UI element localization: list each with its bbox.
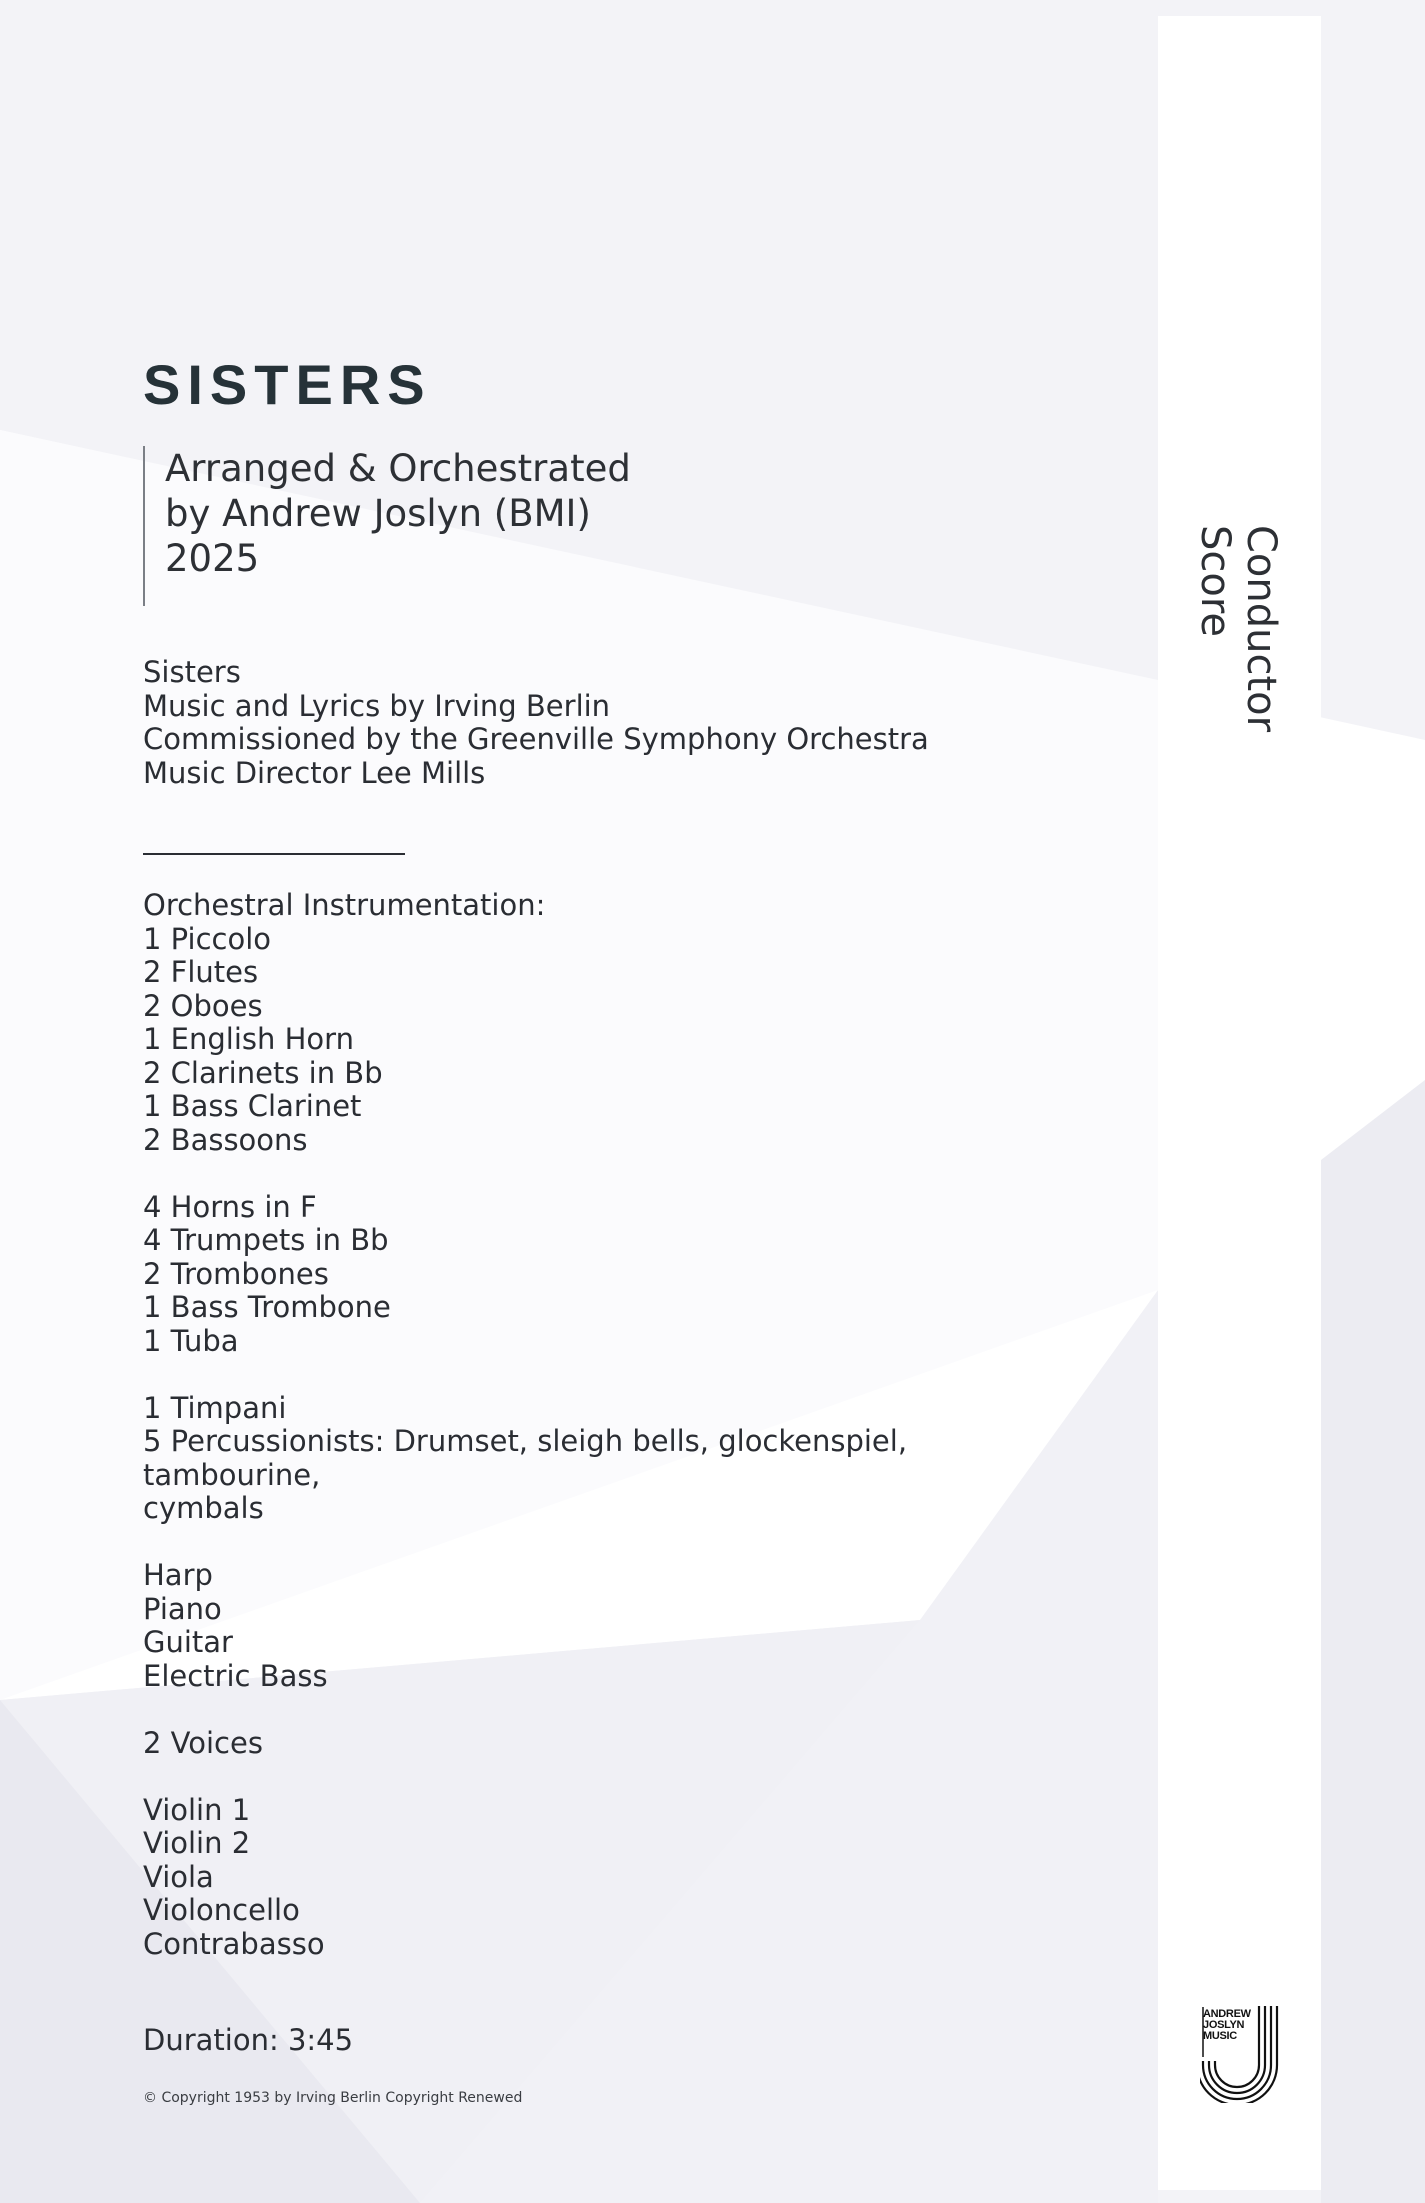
instrument-line: Electric Bass bbox=[143, 1658, 328, 1693]
instrument-line: 2 Bassoons bbox=[143, 1122, 308, 1157]
instrument-line: cymbals bbox=[143, 1491, 264, 1525]
instrument-line: Piano bbox=[143, 1591, 222, 1626]
music-director-credit: Music Director Lee Mills bbox=[143, 755, 486, 790]
instrument-line: 2 Oboes bbox=[143, 988, 263, 1023]
instrument-line: 2 Trombones bbox=[143, 1256, 329, 1291]
logo-text-line: MUSIC bbox=[1203, 2030, 1237, 2042]
instrument-line: Violoncello bbox=[143, 1893, 300, 1927]
instrument-line: 2 Clarinets in Bb bbox=[143, 1055, 383, 1090]
instrument-line: 1 Bass Clarinet bbox=[143, 1089, 362, 1123]
arranger-block bbox=[143, 446, 663, 606]
instrument-line: 1 Tuba bbox=[143, 1323, 239, 1358]
spine-line: Score bbox=[1192, 525, 1238, 638]
instrument-gap bbox=[143, 1526, 1093, 1560]
copyright-notice: © Copyright 1953 by Irving Berlin Copyright Renewed bbox=[143, 2090, 523, 2106]
instrument-gap bbox=[143, 1760, 1093, 1794]
instrument-line: Violin 1 bbox=[143, 1792, 251, 1827]
credits-block bbox=[143, 656, 929, 790]
instrument-gap bbox=[143, 1693, 1093, 1727]
instrument-gap bbox=[143, 1358, 1093, 1392]
instrument-line: Guitar bbox=[143, 1625, 233, 1659]
spine-line: Conductor bbox=[1238, 525, 1284, 733]
instrument-line: 1 Bass Trombone bbox=[143, 1290, 391, 1324]
instrumentation-list bbox=[143, 889, 1093, 1961]
instrument-line: 1 English Horn bbox=[143, 1022, 354, 1056]
arranger-year: 2025 bbox=[165, 537, 260, 580]
arranger-line: Arranged & Orchestrated bbox=[165, 447, 631, 490]
instrument-line: 1 Piccolo bbox=[143, 921, 272, 956]
instrument-line: Violin 2 bbox=[143, 1826, 251, 1860]
score-title: SISTERS bbox=[143, 353, 432, 416]
instrument-line: 2 Flutes bbox=[143, 955, 259, 989]
duration: Duration: 3:45 bbox=[143, 2023, 354, 2057]
spine-label bbox=[1192, 525, 1284, 733]
music-lyrics-credit: Music and Lyrics by Irving Berlin bbox=[143, 688, 611, 723]
logo-text-line: ANDREW bbox=[1203, 2008, 1251, 2020]
instrument-line: Viola bbox=[143, 1859, 214, 1894]
andrew-joslyn-music-logo bbox=[1200, 2003, 1284, 2103]
instrument-line: 4 Horns in F bbox=[143, 1189, 317, 1224]
instrument-line: 4 Trumpets in Bb bbox=[143, 1223, 389, 1257]
instrument-line: 2 Voices bbox=[143, 1725, 263, 1760]
instrument-gap bbox=[143, 1157, 1093, 1191]
commission-credit: Commissioned by the Greenville Symphony Orchestra bbox=[143, 722, 929, 756]
instrument-line: 5 Percussionists: Drumset, sleigh bells, glockenspiel, tambourine, bbox=[143, 1424, 908, 1492]
divider-line bbox=[143, 853, 405, 855]
instrument-line: Contrabasso bbox=[143, 1926, 325, 1961]
arranger-line: by Andrew Joslyn (BMI) bbox=[165, 492, 591, 535]
song-name: Sisters bbox=[143, 655, 241, 689]
spine-panel bbox=[1158, 16, 1321, 2190]
instrument-line: 1 Timpani bbox=[143, 1390, 287, 1425]
instrumentation-heading: Orchestral Instrumentation: bbox=[143, 888, 546, 922]
instrument-line: Harp bbox=[143, 1558, 213, 1592]
logo-text-line: JOSLYN bbox=[1203, 2019, 1245, 2031]
